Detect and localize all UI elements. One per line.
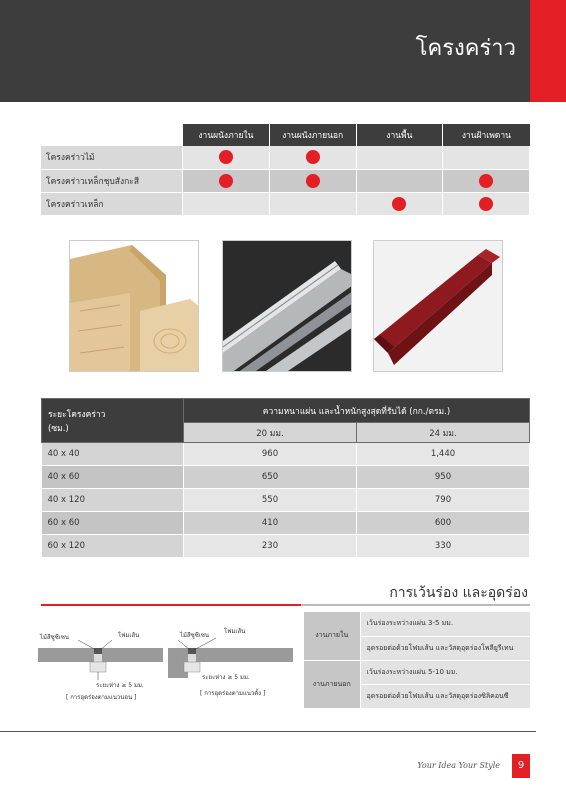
spacing-cell: 40 x 60: [42, 466, 184, 489]
footer-divider: [0, 731, 536, 732]
usage-row: [41, 192, 530, 215]
header-accent-bar: [530, 0, 566, 102]
diagram-caption: [ การอุดร่องตามแนวนอน ]: [66, 694, 137, 701]
check-dot-icon: [306, 150, 320, 164]
joint-spec-table: [304, 612, 530, 709]
sealant-label: ไม้สีซูซีเซน: [180, 632, 210, 639]
table-row: [42, 443, 530, 466]
value-cell: 330: [356, 535, 529, 558]
diagram-caption: [ การอุดร่องตามแนวตั้ง ]: [200, 690, 266, 697]
usage-cell: [269, 192, 356, 215]
usage-cell: [269, 169, 356, 192]
value-cell: 600: [356, 512, 529, 535]
horizontal-joint-diagram: [38, 622, 163, 702]
usage-cell: [183, 169, 270, 192]
usage-col-header: งานฝ้าเพดาน: [443, 124, 530, 146]
foam-label: โฟมเส้น: [118, 632, 140, 639]
group-label: งานภายนอก: [304, 660, 360, 708]
spec-cell: อุดรอยต่อด้วยโฟมเส้น และวัสดุอุดร่องโพลียูรีเทน: [360, 636, 530, 660]
usage-table: [41, 124, 530, 216]
check-dot-icon: [219, 174, 233, 188]
section-divider-accent: [41, 604, 301, 606]
value-cell: 410: [184, 512, 357, 535]
spacing-cell: 60 x 60: [42, 512, 184, 535]
wood-frame-photo: [69, 240, 199, 372]
usage-cell: [356, 192, 443, 215]
usage-col-header: งานผนังภายใน: [183, 124, 270, 146]
table-row: [42, 512, 530, 535]
thickness-header: 24 มม.: [356, 423, 529, 443]
tagline: Your Idea Your Style: [417, 761, 500, 770]
usage-cell: [269, 146, 356, 169]
usage-col-header: งานพื้น: [356, 124, 443, 146]
spec-cell: เว้นร่องระหว่างแผ่น 5-10 มม.: [360, 660, 530, 684]
value-cell: 230: [184, 535, 357, 558]
table-row: [42, 535, 530, 558]
gap-label: ระยะห่าง ≥ 5 มม.: [202, 674, 250, 681]
steel-frame-photo: [373, 240, 503, 372]
check-dot-icon: [306, 174, 320, 188]
usage-row-label: โครงคร่าวเหล็ก: [41, 192, 183, 215]
usage-cell: [443, 192, 530, 215]
check-dot-icon: [219, 150, 233, 164]
thickness-header: 20 มม.: [184, 423, 357, 443]
usage-cell: [183, 146, 270, 169]
group-label: งานภายใน: [304, 612, 360, 660]
page-header: [0, 0, 566, 102]
table-row: [42, 489, 530, 512]
spec-cell: เว้นร่องระหว่างแผ่น 3-5 มม.: [360, 612, 530, 636]
usage-cell: [443, 146, 530, 169]
spacing-header: ระยะโครงคร่าว (ซม.): [42, 399, 184, 443]
gap-label: ระยะห่าง ≥ 5 มม.: [96, 682, 144, 689]
spacing-cell: 40 x 120: [42, 489, 184, 512]
spacing-cell: 40 x 40: [42, 443, 184, 466]
check-dot-icon: [479, 174, 493, 188]
spec-cell: อุดรอยต่อด้วยโฟมเส้น และวัสดุอุดร่องซิลิคอนซี: [360, 684, 530, 708]
value-cell: 950: [356, 466, 529, 489]
usage-col-header: งานผนังภายนอก: [269, 124, 356, 146]
usage-row: [41, 146, 530, 169]
usage-cell: [356, 146, 443, 169]
usage-table-corner: [41, 124, 183, 146]
value-cell: 960: [184, 443, 357, 466]
value-cell: 790: [356, 489, 529, 512]
check-dot-icon: [392, 197, 406, 211]
galvanized-steel-frame-photo: [222, 240, 352, 372]
usage-row-label: โครงคร่าวไม้: [41, 146, 183, 169]
usage-cell: [183, 192, 270, 215]
sealant-label: ไม้สีซูซีเซน: [40, 634, 70, 641]
table-row: [42, 466, 530, 489]
section-title: การเว้นร่อง และอุดร่อง: [389, 585, 528, 601]
page-title: โครงคร่าว: [415, 36, 516, 61]
page-number: 9: [512, 754, 530, 778]
spacing-cell: 60 x 120: [42, 535, 184, 558]
value-cell: 550: [184, 489, 357, 512]
usage-row-label: โครงคร่าวเหล็กชุบสังกะสี: [41, 169, 183, 192]
check-dot-icon: [479, 197, 493, 211]
usage-cell: [443, 169, 530, 192]
usage-row: [41, 169, 530, 192]
vertical-joint-diagram: [168, 622, 293, 702]
foam-label: โฟมเส้น: [224, 628, 246, 635]
value-cell: 1,440: [356, 443, 529, 466]
thickness-span-header: ความหนาแผ่น และน้ำหนักสูงสุดที่รับได้ (กก./ตรม.): [184, 399, 530, 423]
value-cell: 650: [184, 466, 357, 489]
load-table: [41, 398, 530, 558]
usage-cell: [356, 169, 443, 192]
